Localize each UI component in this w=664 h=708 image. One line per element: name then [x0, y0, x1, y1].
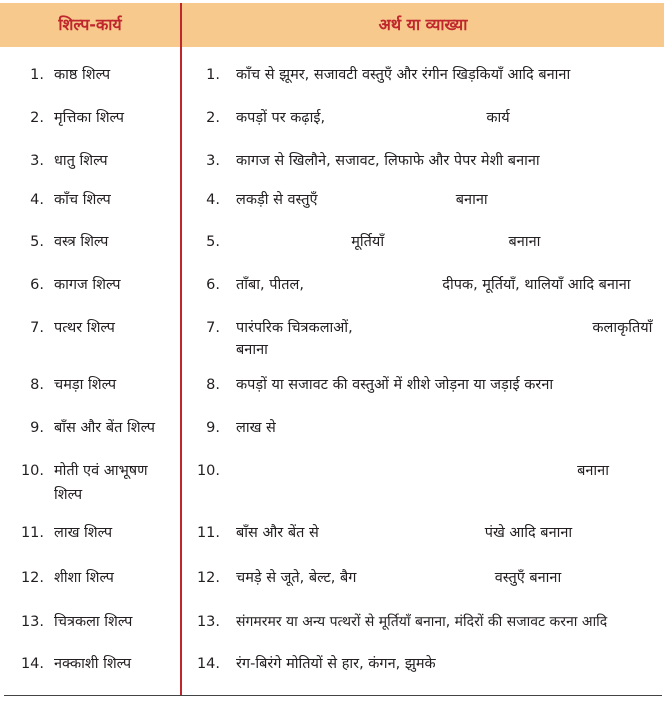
- craft-name: कागज शिल्प: [54, 277, 121, 293]
- meaning-number: 4.: [206, 192, 220, 208]
- row-number: 10.: [20, 463, 44, 479]
- meaning-number: 5.: [206, 234, 220, 250]
- row-number: 1.: [30, 67, 44, 83]
- table-header: [0, 3, 664, 47]
- meaning-number: 6.: [206, 277, 220, 293]
- row-number: 7.: [30, 320, 44, 336]
- row-number: 14.: [20, 656, 44, 672]
- meaning-text: काँच से झूमर, सजावटी वस्तुएँ और रंगीन खिड़कियाँ आदि बनाना: [236, 67, 571, 83]
- meaning-number: 14.: [196, 656, 220, 672]
- meaning-text: मूर्तियाँ बनाना: [236, 234, 541, 250]
- craft-name: नक्काशी शिल्प: [54, 656, 132, 672]
- craft-name: चित्रकला शिल्प: [54, 614, 133, 630]
- meaning-number: 8.: [206, 377, 220, 393]
- craft-name-line2: शिल्प: [54, 487, 83, 503]
- row-number: 8.: [30, 377, 44, 393]
- row-number: 6.: [30, 277, 44, 293]
- meaning-text: पारंपरिक चित्रकलाओं, कलाकृतियाँ: [236, 320, 653, 336]
- row-number: 2.: [30, 110, 44, 126]
- meaning-text: कपड़ों या सजावट की वस्तुओं में शीशे जोड़ना या जड़ाई करना: [236, 377, 554, 393]
- meaning-text-line2: बनाना: [236, 342, 268, 358]
- craft-name: काँच शिल्प: [54, 192, 111, 208]
- craft-name: काष्ठ शिल्प: [54, 67, 111, 83]
- meaning-number: 10.: [196, 463, 220, 479]
- meaning-number: 12.: [196, 570, 220, 586]
- craft-name: शीशा शिल्प: [54, 570, 114, 586]
- row-number: 11.: [20, 525, 44, 541]
- craft-name: मृत्तिका शिल्प: [54, 110, 125, 126]
- meaning-text: लकड़ी से वस्तुएँ बनाना: [236, 192, 488, 208]
- meaning-text: चमड़े से जूते, बेल्ट, बैग वस्तुएँ बनाना: [236, 570, 562, 586]
- craft-name: लाख शिल्प: [54, 525, 113, 541]
- meaning-number: 2.: [206, 110, 220, 126]
- row-number: 12.: [20, 570, 44, 586]
- row-number: 9.: [30, 420, 44, 436]
- meaning-number: 13.: [196, 614, 220, 630]
- meaning-text: कपड़ों पर कढ़ाई, कार्य: [236, 110, 510, 126]
- row-number: 3.: [30, 153, 44, 169]
- meaning-text: संगमरमर या अन्य पत्थरों से मूर्तियाँ बनाना, मंदिरों की सजावट करना आदि: [236, 614, 608, 630]
- meaning-number: 9.: [206, 420, 220, 436]
- craft-name: वस्त्र शिल्प: [54, 234, 109, 250]
- craft-name: चमड़ा शिल्प: [54, 377, 117, 393]
- meaning-text: लाख से: [236, 420, 276, 436]
- bottom-rule: [4, 695, 662, 696]
- meaning-text: रंग-बिरंगे मोतियों से हार, कंगन, झुमके: [236, 656, 436, 672]
- craft-name: बाँस और बेंत शिल्प: [54, 420, 156, 436]
- meaning-text: बाँस और बेंत से पंखे आदि बनाना: [236, 525, 573, 541]
- meaning-text: ताँबा, पीतल, दीपक, मूर्तियाँ, थालियाँ आदि बनाना: [236, 277, 631, 293]
- row-number: 13.: [20, 614, 44, 630]
- meaning-number: 3.: [206, 153, 220, 169]
- meaning-text: कागज से खिलौने, सजावट, लिफाफे और पेपर मेशी बनाना: [236, 153, 540, 169]
- meaning-number: 7.: [206, 320, 220, 336]
- craft-name: मोती एवं आभूषण: [54, 463, 148, 479]
- header-craft: शिल्प-कार्य: [58, 15, 122, 34]
- column-divider: [180, 3, 182, 695]
- row-number: 5.: [30, 234, 44, 250]
- craft-name: पत्थर शिल्प: [54, 320, 115, 336]
- meaning-text: बनाना: [236, 463, 609, 479]
- header-meaning: अर्थ या व्याख्या: [378, 15, 468, 34]
- meaning-number: 11.: [196, 525, 220, 541]
- row-number: 4.: [30, 192, 44, 208]
- meaning-number: 1.: [206, 67, 220, 83]
- craft-name: धातु शिल्प: [54, 153, 108, 169]
